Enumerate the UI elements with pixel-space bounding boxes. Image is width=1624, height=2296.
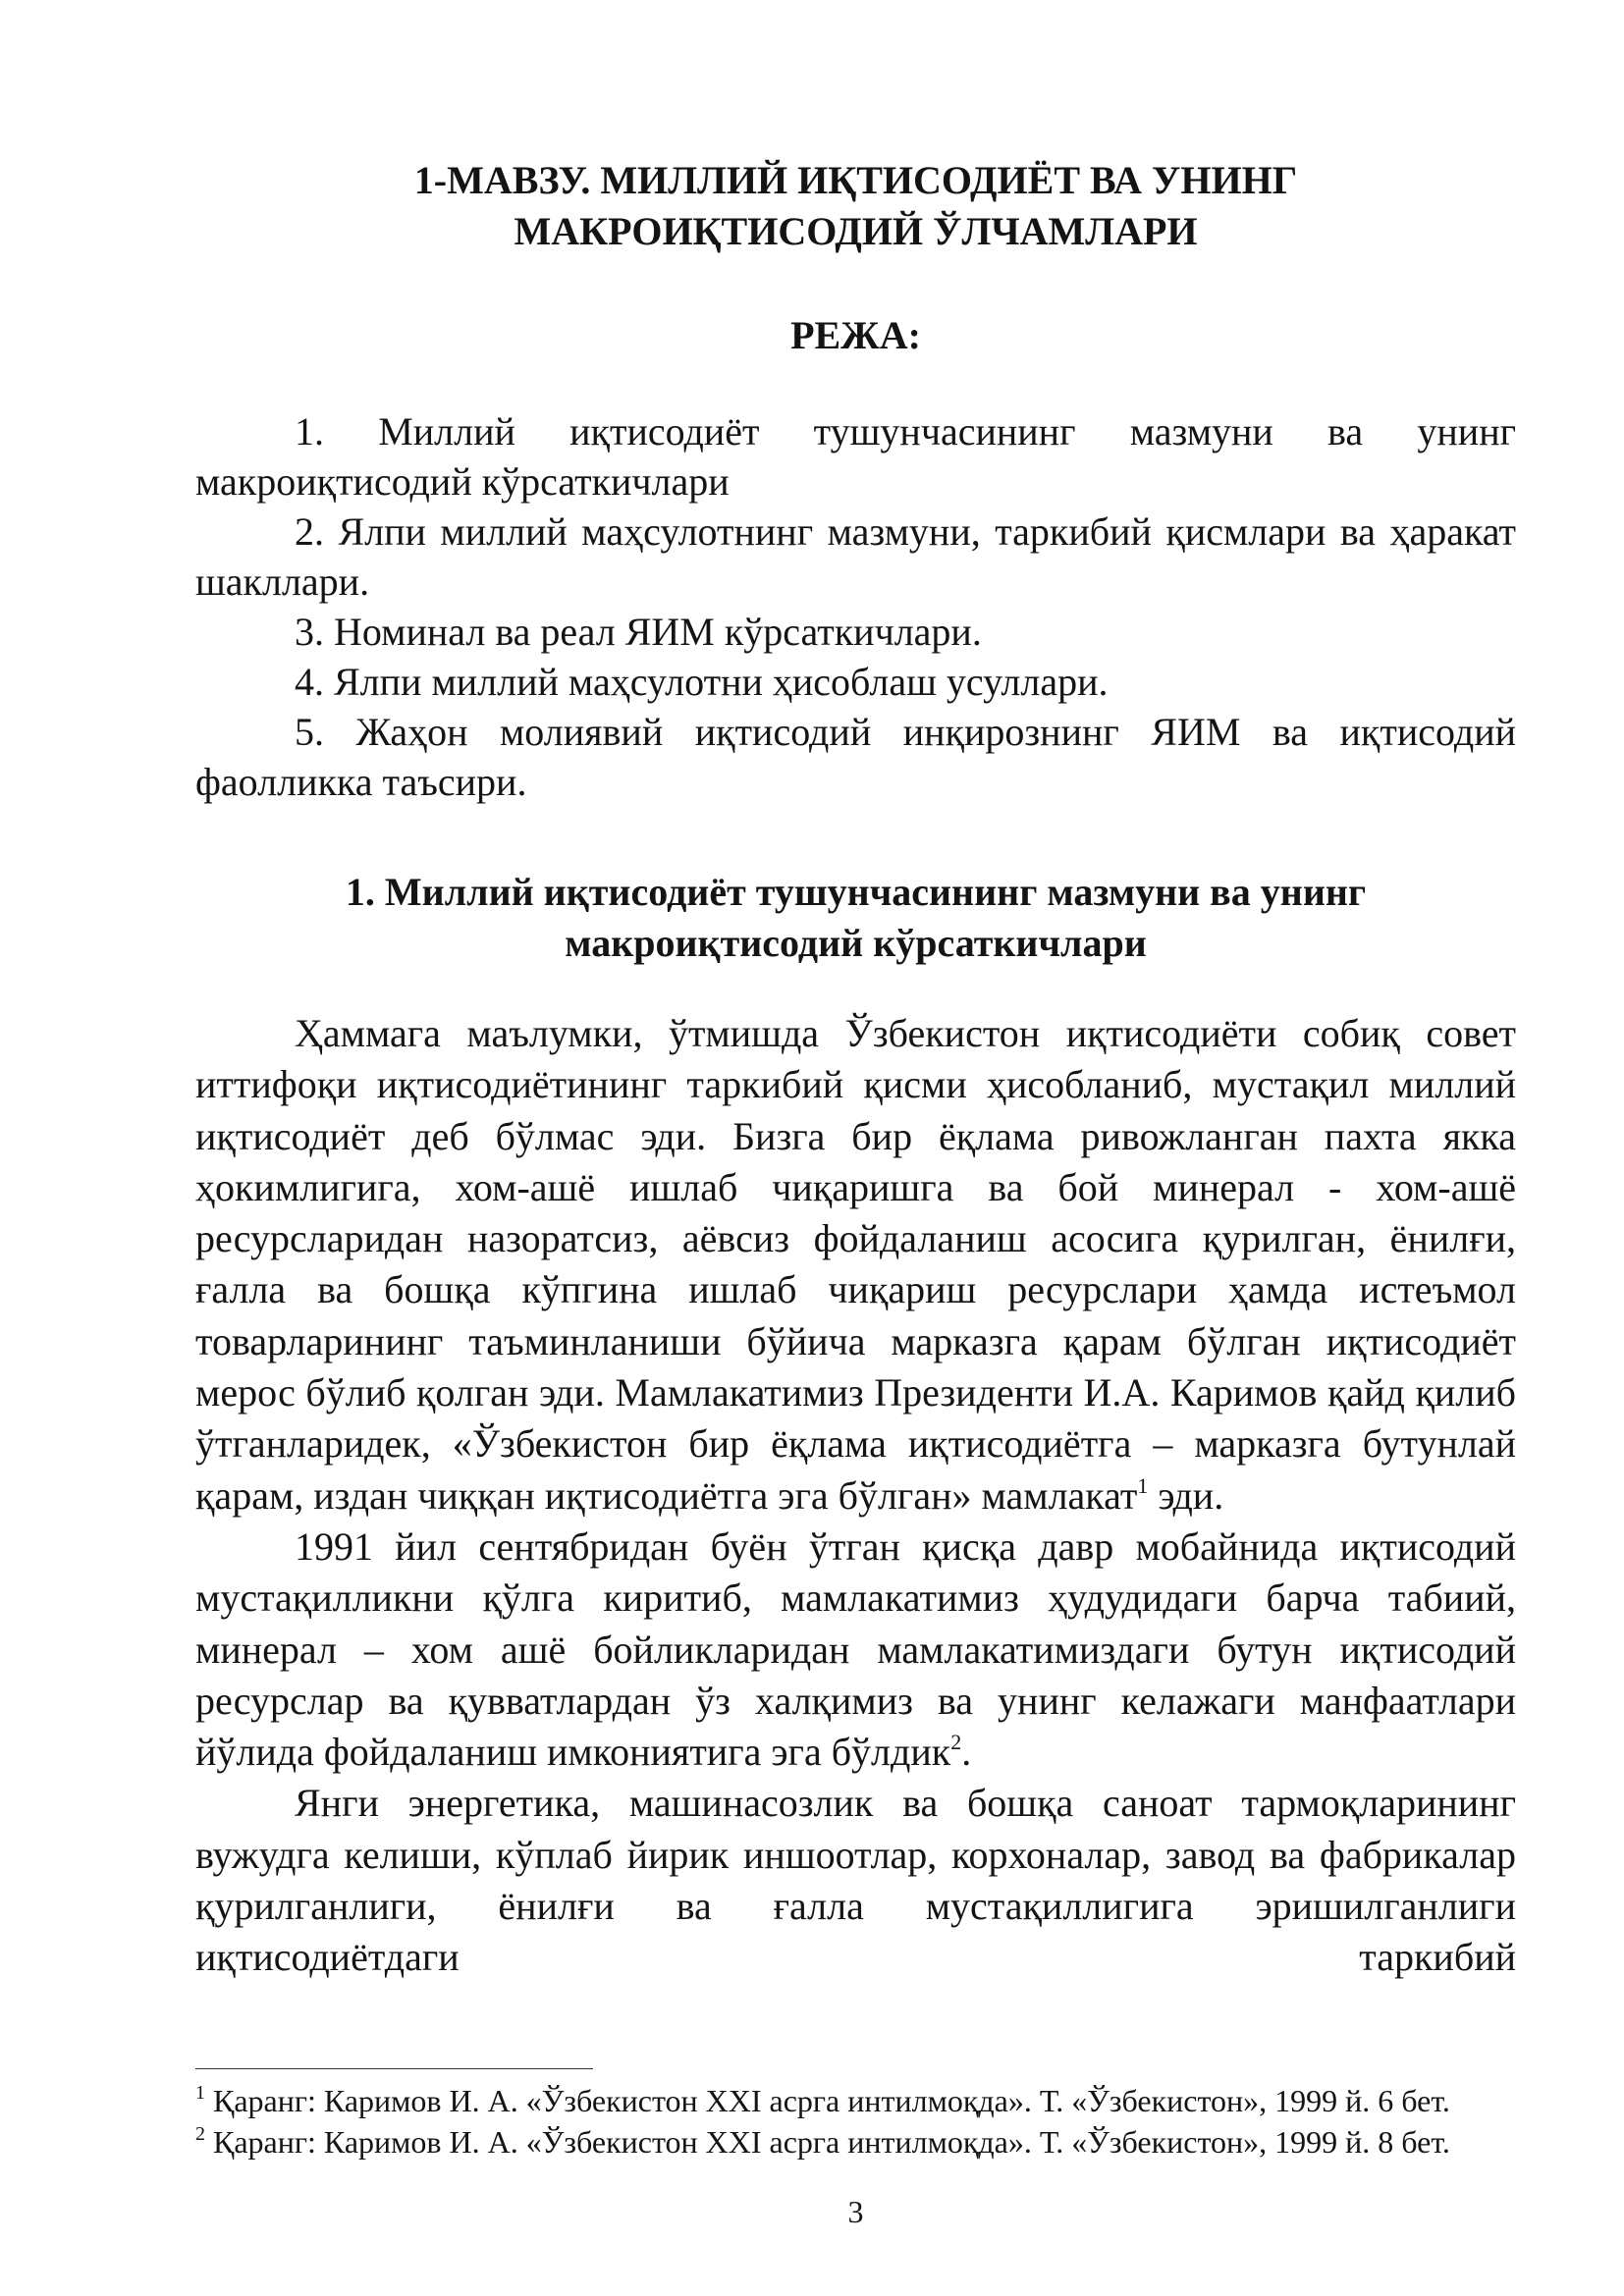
section-heading-line-1: 1. Миллий иқтисодиёт тушунчасининг мазмуни ва унинг — [345, 870, 1367, 914]
footnote-ref-2: 2 — [950, 1730, 962, 1755]
footnote-ref-1: 1 — [1137, 1472, 1149, 1498]
page-title-line-2: МАКРОИҚТИСОДИЙ ЎЛЧАМЛАРИ — [514, 209, 1198, 253]
paragraph-2-tail: . — [961, 1730, 972, 1775]
footnote-1-number: 1 — [195, 2082, 205, 2104]
page-number: 3 — [847, 2194, 864, 2229]
footnote-1-text: Қаранг: Каримов И. А. «Ўзбекистон XXI асрга интилмоқда». Т. «Ўзбекистон», 1999 й. 6 бет. — [205, 2083, 1450, 2118]
footnote-2-number: 2 — [195, 2123, 205, 2145]
plan-item-4: 4. Ялпи миллий маҳсулотни ҳисоблаш усуллари. — [295, 660, 1109, 704]
footnote-2 — [195, 2121, 1516, 2163]
plan-list — [195, 406, 1516, 807]
plan-item-1: 1. Миллий иқтисодиёт тушунчасининг мазмуни ва унинг макроиқтисодий кўрсаткичлари — [195, 409, 1516, 504]
footnote-separator — [195, 2068, 593, 2069]
paragraph-1 — [195, 1008, 1516, 1522]
page-title-line-1: 1-МАВЗУ. МИЛЛИЙ ИҚТИСОДИЁТ ВА УНИНГ — [413, 158, 1298, 202]
footnotes — [195, 2080, 1516, 2163]
body-text — [195, 1008, 1516, 1984]
paragraph-2-text: 1991 йил сентябридан буён ўтган қисқа давр мобайнида иқтисодий мустақилликни қўлга киритиб, мамлакатимиз ҳудудидаги барча табиий, минерал – хом ашё бойликларидан мамлакатимиздаги бутун иқтисодий ресурслар ва қувватлардан ўз халқимиз ва унинг келажаги манфаатлари йўлида фойдаланиш имкониятига эга бўлдик — [195, 1523, 1516, 1775]
plan-item-5: 5. Жаҳон молиявий иқтисодий инқирознинг ЯИМ ва иқтисодий фаолликка таъсири. — [195, 710, 1516, 804]
paragraph-1-tail: эди. — [1148, 1472, 1224, 1518]
paragraph-2 — [195, 1522, 1516, 1778]
footnote-1 — [195, 2080, 1516, 2121]
section-heading — [195, 867, 1516, 969]
plan-item-2: 2. Ялпи миллий маҳсулотнинг мазмуни, таркибий қисмлари ва ҳаракат шакллари. — [195, 509, 1516, 604]
paragraph-1-text: Ҳаммага маълумки, ўтмишда Ўзбекистон иқтисодиёти собиқ совет иттифоқи иқтисодиётининг таркибий қисми ҳисобланиб, мустақил миллий иқтисодиёт деб бўлмас эди. Бизга бир ёқлама ривожланган пахта якка ҳокимлигига, хом-ашё ишлаб чиқаришга ва бой минерал - хом-ашё ресурсларидан назоратсиз, аёвсиз фойдаланиш асосига қурилган, ёнилғи, ғалла ва бошқа кўпгина ишлаб чиқариш ресурслари ҳамда истеъмол товарларининг таъминланиши бўйича марказга қарам бўлган иқтисодиёт мерос бўлиб қолган эди. Мамлакатимиз Президенти И.А. Каримов қайд қилиб ўтганларидек, «Ўзбекистон бир ёқлама иқтисодиётга – марказга бутунлай қарам, издан чиққан иқтисодиётга эга бўлган» мамлакат — [195, 1011, 1516, 1518]
plan-item-3: 3. Номинал ва реал ЯИМ кўрсаткичлари. — [295, 610, 982, 654]
plan-heading: РЕЖА: — [790, 313, 921, 357]
section-heading-line-2: макроиқтисодий кўрсаткичлари — [565, 921, 1147, 965]
footnote-2-text: Қаранг: Каримов И. А. «Ўзбекистон XXI асрга интилмоқда». Т. «Ўзбекистон», 1999 й. 8 бет. — [205, 2124, 1450, 2160]
page-title — [195, 155, 1516, 257]
paragraph-3: Янги энергетика, машинасозлик ва бошқа саноат тармоқларининг вужудга келиши, кўплаб йирик иншоотлар, корхоналар, завод ва фабрикалар қурилганлиги, ёнилғи ва ғалла мустақиллигига эришилганлиги иқтисодиётдаги таркибий — [195, 1781, 1516, 1980]
